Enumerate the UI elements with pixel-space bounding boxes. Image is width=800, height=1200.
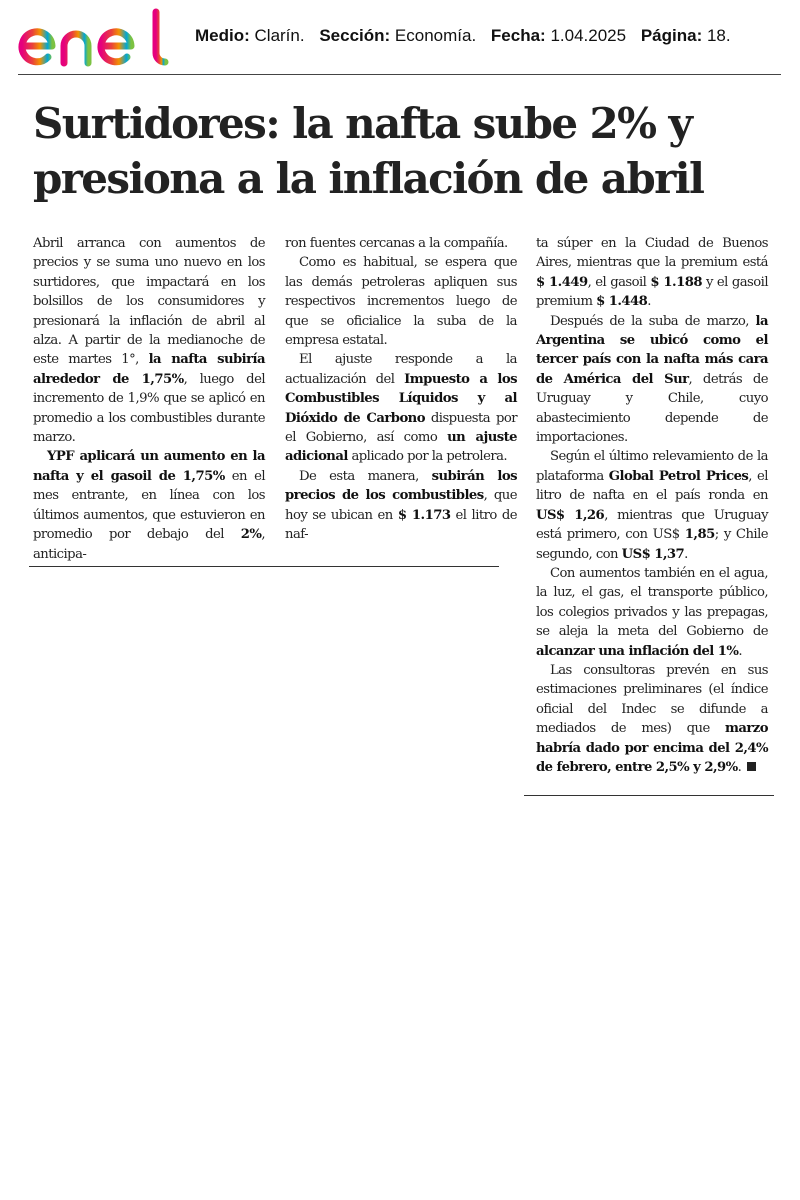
bold-text: Impuesto a los Combustibles Líquidos y al Dióxido de Carbono: [285, 371, 517, 426]
fecha-label: Fecha:: [490, 26, 546, 45]
text: Las consultoras prevén en sus estimaciones preliminares (el índice oficial del Indec se difunde a mediados de mes) que: [536, 662, 768, 737]
text: ta súper en la Ciudad de Buenos Aires, mientras que la premium está: [536, 236, 768, 271]
text: , luego del incremento de 1,9% que se aplicó en promedio a los combustibles durante marzo.: [33, 371, 265, 446]
header-divider: [18, 74, 781, 75]
bold-text: 1,85: [684, 527, 715, 543]
text: .: [647, 294, 651, 310]
text: El ajuste responde a la actualización del: [285, 352, 517, 387]
paragraph-2: [33, 447, 265, 563]
text: , anticipa-: [33, 527, 265, 562]
text: , que hoy se ubican en: [285, 488, 517, 523]
bold-text: US$ 1,37: [621, 546, 685, 562]
text: , mientras que Uruguay está primero, con US$: [536, 507, 768, 543]
paragraph-11: [536, 661, 768, 777]
seccion-label: Sección:: [319, 26, 391, 45]
text: en el mes entrante, en línea con los últimos aumentos, que estuvieron en promedio por debajo del: [33, 468, 265, 543]
text: el litro de naf-: [285, 507, 517, 543]
text: .: [738, 643, 743, 659]
clipping-meta: [195, 26, 731, 46]
paragraph-6: [285, 467, 517, 545]
bold-text: $ 1.188: [650, 274, 702, 290]
article-end-rule: [524, 795, 774, 796]
bold-text: marzo habría dado por encima del 2,4% de febrero, entre 2,5% y 2,9%: [536, 721, 768, 775]
seccion-value: Economía.: [394, 26, 477, 45]
text: dispuesta por el Gobierno, así como: [285, 410, 517, 446]
text: Abril arranca con aumentos de precios y se suma uno nuevo en los surtidores, que impactará en los bolsillos de los consumidores y presionará la inflación de abril al alza. A partir de la medianoche de este martes 1°,: [33, 236, 265, 368]
bold-text: Global Petrol Prices: [608, 468, 749, 484]
bold-text: subirán los precios de los combustibles: [285, 468, 517, 504]
text: Después de la suba de marzo,: [550, 313, 756, 329]
text: .: [737, 759, 742, 775]
paragraph-7: [536, 234, 768, 312]
paragraph-4: [285, 253, 517, 350]
enel-logo: [18, 8, 170, 68]
text: .: [684, 546, 688, 562]
column-divider-rule: [29, 566, 499, 567]
article-column-1: [33, 234, 265, 564]
bold-text: $ 1.448: [596, 294, 648, 310]
bold-text: 2%: [240, 527, 262, 543]
text: De esta manera,: [299, 468, 432, 484]
article-column-2: [285, 234, 517, 545]
bold-text: YPF aplicará un aumento en la nafta y el gasoil de 1,75%: [33, 449, 265, 484]
fecha-value: 1.04.2025: [550, 26, 627, 45]
medio-label: Medio:: [195, 26, 250, 45]
text: y el gasoil premium: [536, 274, 768, 310]
text: ; y Chile segundo, con: [536, 527, 769, 562]
paragraph-10: [536, 564, 768, 661]
headline-line-1: Surtidores: la nafta sube 2% y: [33, 99, 692, 148]
bold-text: $ 1.173: [397, 507, 451, 523]
pagina-value: 18.: [706, 26, 731, 45]
medio-value: Clarín.: [254, 26, 305, 45]
text: ron fuentes cercanas a la compañía.: [285, 236, 508, 251]
paragraph-5: [285, 350, 517, 466]
text: Según el último relevamiento de la plataforma: [536, 449, 768, 484]
article-column-3: [536, 234, 768, 777]
text: Con aumentos también en el agua, la luz, el gas, el transporte público, los colegios privados y las prepagas, se aleja la meta del Gobierno de: [536, 565, 768, 640]
bold-text: $ 1.449: [536, 274, 588, 290]
text: Como es habitual, se espera que las demás petroleras apliquen sus respectivos incrementos luego de que se oficialice la suba de la empresa estatal.: [285, 255, 517, 349]
bold-text: US$ 1,26: [536, 507, 605, 523]
bold-text: la Argentina se ubicó como el tercer país con la nafta más cara de América del Sur: [536, 313, 768, 387]
article-headline: [33, 96, 773, 206]
headline-line-2: presiona a la inflación de abril: [33, 154, 704, 203]
bold-text: alcanzar una inflación del 1%: [536, 643, 739, 659]
bold-text: la nafta subiría alrededor de 1,75%: [33, 352, 265, 387]
paragraph-9: [536, 447, 768, 563]
pagina-label: Página:: [640, 26, 703, 45]
text: , detrás de Uruguay y Chile, cuyo abastecimiento depende de importaciones.: [536, 371, 768, 446]
paragraph-3: [285, 234, 517, 253]
paragraph-8: [536, 312, 768, 448]
bold-text: un ajuste adicional: [285, 430, 517, 465]
paragraph-1: [33, 234, 265, 447]
text: aplicado por la petrolera.: [347, 449, 508, 465]
text: , el litro de nafta en el país ronda en: [536, 468, 768, 504]
end-of-article-square-icon: [747, 762, 756, 771]
text: , el gasoil: [587, 274, 651, 290]
